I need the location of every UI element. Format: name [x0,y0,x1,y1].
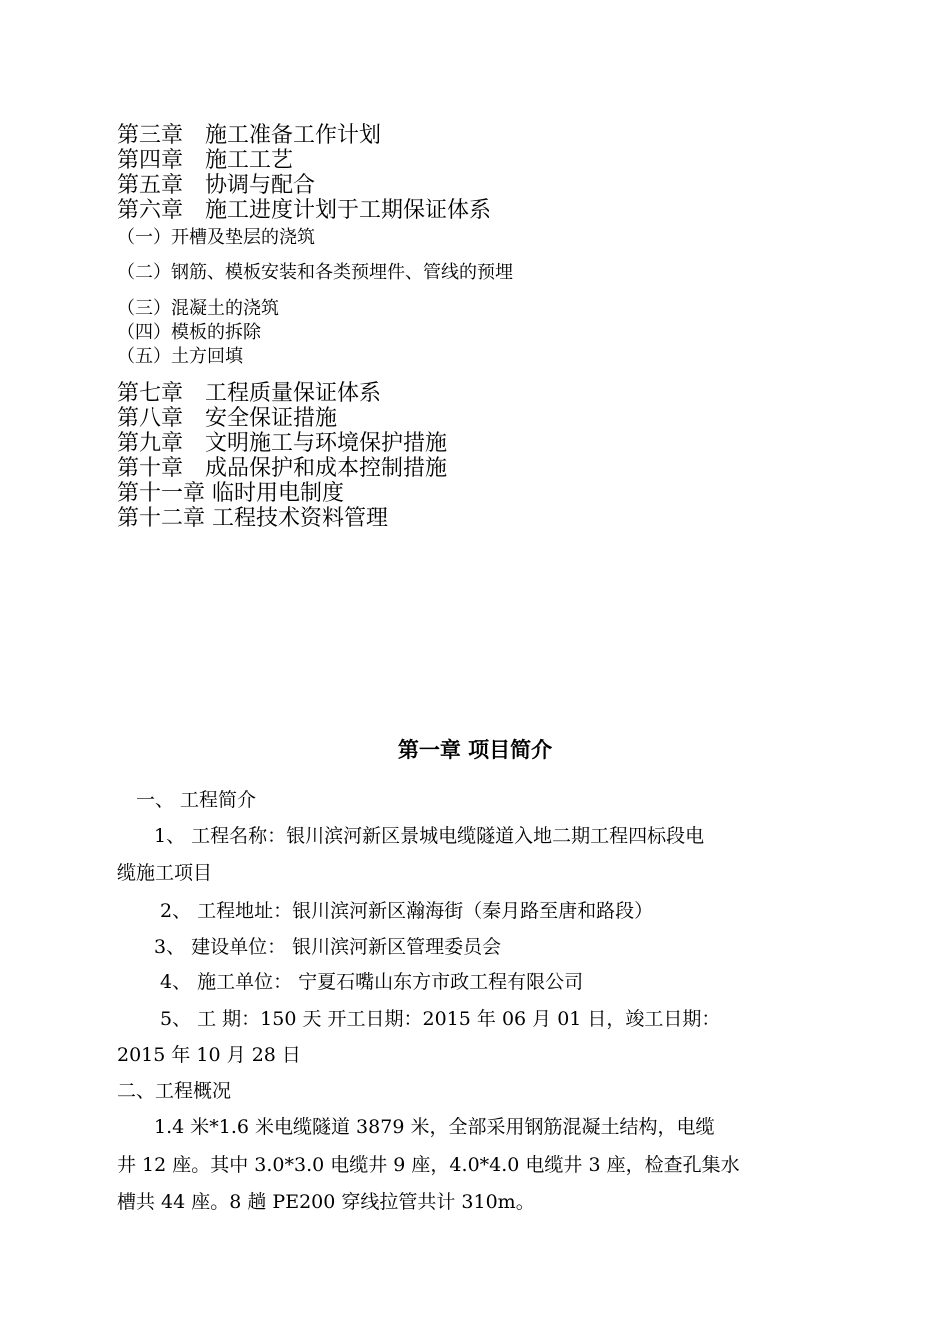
toc-chapter-11: 第十一章 临时用电制度 [117,481,344,506]
chapter-title: 第一章 项目简介 [397,738,553,762]
toc-subitem-1: （一）开槽及垫层的浇筑 [117,227,315,248]
overview-line2: 井 12 座。其中 3.0*3.0 电缆井 9 座，4.0*4.0 电缆井 3 座，检查孔集水 [117,1154,740,1176]
toc-subitem-5: （五）土方回填 [117,346,243,367]
contractor: 4、 施工单位： 宁夏石嘴山东方市政工程有限公司 [160,971,584,993]
toc-subitem-4: （四）模板的拆除 [117,322,261,343]
toc-chapter-6: 第六章 施工进度计划于工期保证体系 [117,198,492,223]
toc-subitem-2: （二）钢筋、模板安装和各类预埋件、管线的预埋 [117,262,513,283]
toc-chapter-12: 第十二章 工程技术资料管理 [117,506,388,531]
toc-subitem-3: （三）混凝土的浇筑 [117,298,279,319]
project-name-line1: 1、 工程名称：银川滨河新区景城电缆隧道入地二期工程四标段电 [154,825,705,847]
section-heading-2: 二、工程概况 [117,1080,232,1102]
construction-owner: 3、 建设单位： 银川滨河新区管理委员会 [154,936,502,958]
project-name-line2: 缆施工项目 [117,862,213,884]
schedule-line1: 5、 工 期：150 天 开工日期：2015 年 06 月 01 日，竣工日期： [160,1008,721,1030]
project-address: 2、 工程地址：银川滨河新区瀚海街（秦月路至唐和路段） [160,900,654,922]
overview-line3: 槽共 44 座。8 趟 PE200 穿线拉管共计 310m。 [117,1191,535,1213]
overview-line1: 1.4 米*1.6 米电缆隧道 3879 米，全部采用钢筋混凝土结构，电缆 [154,1116,715,1138]
toc-chapter-3: 第三章 施工准备工作计划 [117,123,382,148]
section-heading-1: 一、 工程简介 [136,789,257,811]
schedule-line2: 2015 年 10 月 28 日 [117,1044,301,1066]
toc-chapter-5: 第五章 协调与配合 [117,173,316,198]
toc-chapter-7: 第七章 工程质量保证体系 [117,381,382,406]
toc-chapter-4: 第四章 施工工艺 [117,148,294,173]
toc-chapter-8: 第八章 安全保证措施 [117,406,338,431]
toc-chapter-10: 第十章 成品保护和成本控制措施 [117,456,448,481]
toc-chapter-9: 第九章 文明施工与环境保护措施 [117,431,448,456]
